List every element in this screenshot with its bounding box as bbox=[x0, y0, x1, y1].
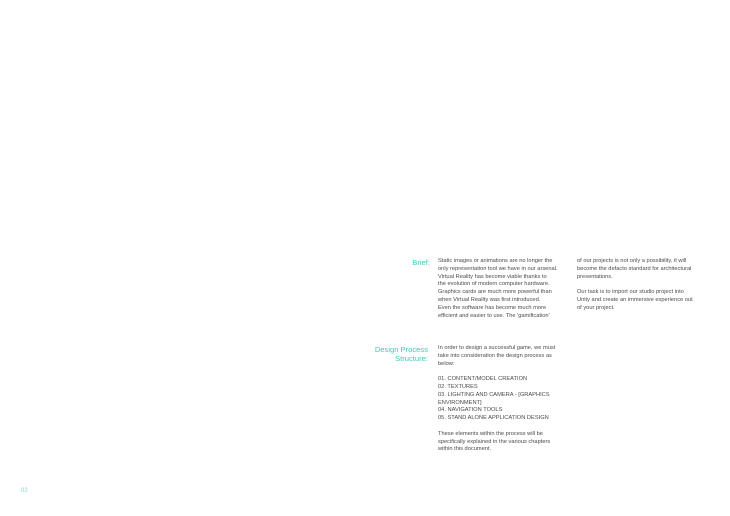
page-number: 02 bbox=[21, 488, 28, 494]
brief-line: Our task is to import our studio project into bbox=[577, 289, 684, 296]
process-step: 01. CONTENT/MODEL CREATION bbox=[438, 376, 528, 383]
brief-line: become the defacto standard for architectural bbox=[577, 265, 692, 272]
brief-line: Unity and create an immersive experience out bbox=[577, 296, 693, 303]
brief-line: the evolution of modern computer hardware. bbox=[438, 281, 550, 288]
brief-line: efficient and easier to use. The 'gamification' bbox=[438, 312, 550, 319]
paragraph-gap bbox=[438, 423, 570, 431]
design-process-heading bbox=[352, 345, 428, 363]
intro-line: In order to design a successful game, we must bbox=[438, 345, 556, 351]
paragraph-gap bbox=[438, 368, 570, 376]
brief-column-2 bbox=[577, 258, 709, 313]
brief-heading-text: Brief: bbox=[412, 258, 430, 267]
design-process-heading-line-1: Design Process bbox=[374, 345, 428, 354]
process-step: 05. STAND ALONE APPLICATION DESIGN bbox=[438, 415, 549, 422]
brief-heading bbox=[380, 258, 430, 267]
brief-line: Static images or animations are no longer the bbox=[438, 258, 553, 264]
design-process-body bbox=[438, 345, 570, 454]
outro-line: These elements within the process will be bbox=[438, 430, 543, 437]
process-step: 03. LIGHTING AND CAMERA - [GRAPHICS bbox=[438, 391, 550, 398]
brief-line: of our projects is not only a possibility, it will bbox=[577, 258, 687, 264]
brief-column-1 bbox=[438, 258, 570, 320]
intro-line: take into consideration the design process as bbox=[438, 352, 552, 359]
intro-line: below: bbox=[438, 360, 455, 367]
outro-line: within this document. bbox=[438, 446, 492, 453]
brief-line: when Virtual Reality was first introduced. bbox=[438, 296, 541, 303]
brief-line: Graphics cards are much more powerful than bbox=[438, 289, 552, 296]
brief-line: presentations. bbox=[577, 273, 613, 280]
brief-line: of your project. bbox=[577, 304, 615, 311]
process-step: ENVIRONMENT] bbox=[438, 399, 482, 406]
outro-line: specifically explained in the various chapters bbox=[438, 438, 551, 445]
design-process-heading-line-2: Structure: bbox=[395, 354, 428, 363]
brief-line: Virtual Reality has become viable thanks to bbox=[438, 273, 547, 280]
brief-line: Even the software has become much more bbox=[438, 304, 547, 311]
process-step: 02. TEXTURES bbox=[438, 383, 478, 390]
brief-line: only representation tool we have in our arsenal. bbox=[438, 265, 558, 272]
paragraph-gap bbox=[577, 281, 709, 289]
process-step: 04. NAVIGATION TOOLS bbox=[438, 407, 503, 414]
